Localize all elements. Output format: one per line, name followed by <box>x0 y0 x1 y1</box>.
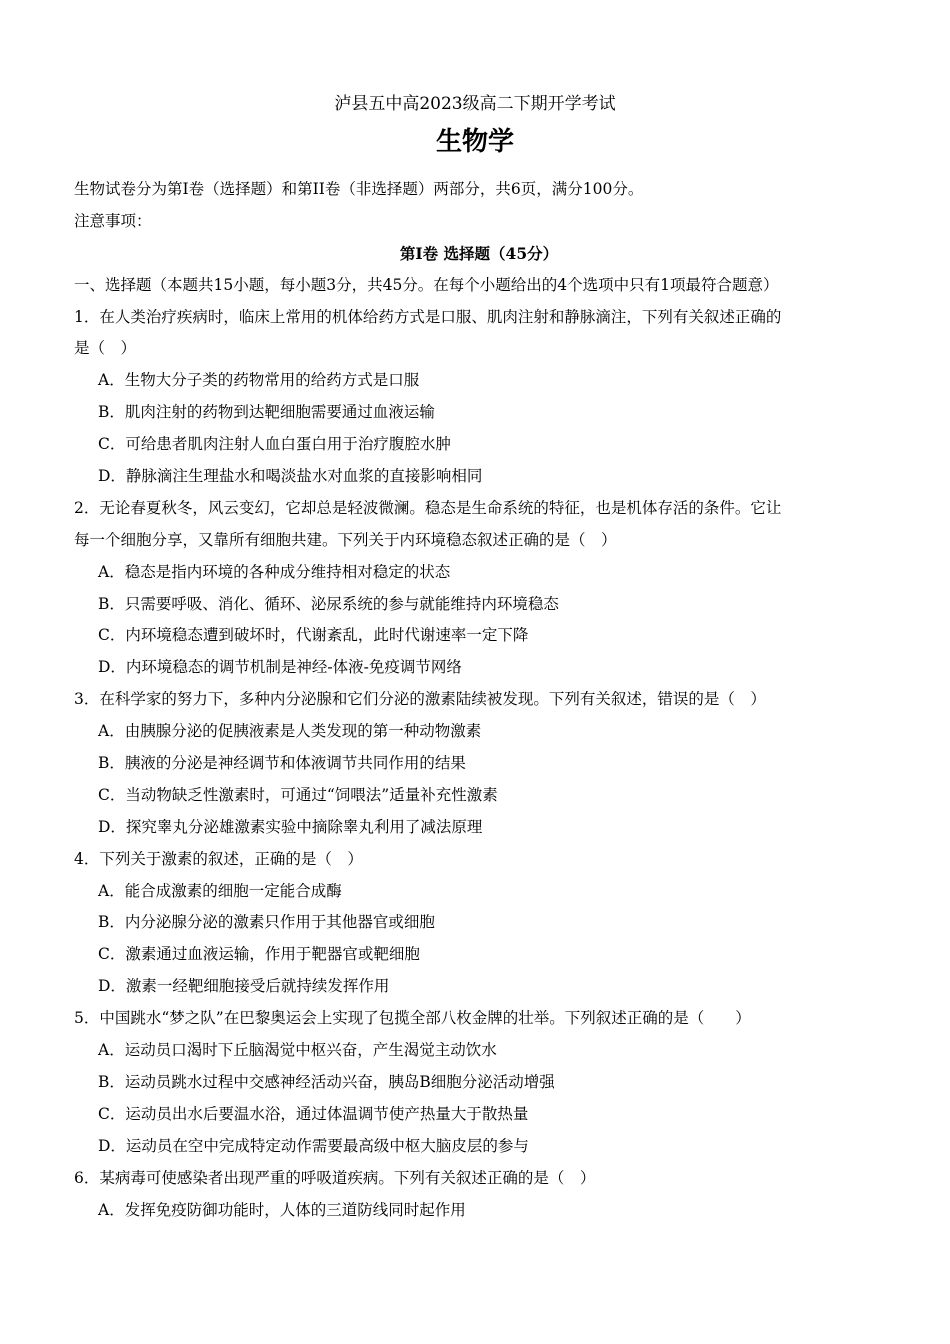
option-b: B．运动员跳水过程中交感神经活动兴奋，胰岛B细胞分泌活动增强 <box>98 1072 555 1091</box>
exam-description: 生物试卷分为第I卷（选择题）和第II卷（非选择题）两部分，共6页，满分100分。 <box>74 180 644 198</box>
section-instructions: 一、选择题（本题共15小题，每小题3分，共45分。在每个小题给出的4个选项中只有1项最符合题意） <box>74 275 779 294</box>
question-stem: 5．中国跳水“梦之队”在巴黎奥运会上实现了包揽全部八枚金牌的壮举。下列叙述正确的是（ ） <box>74 1009 751 1028</box>
option-a: A．能合成激素的细胞一定能合成酶 <box>98 881 342 900</box>
option-b: B．只需要呼吸、消化、循环、泌尿系统的参与就能维持内环境稳态 <box>98 594 559 613</box>
option-a: A．发挥免疫防御功能时，人体的三道防线同时起作用 <box>98 1200 466 1219</box>
option-c: C．内环境稳态遭到破坏时，代谢紊乱，此时代谢速率一定下降 <box>98 626 529 645</box>
question-4 <box>74 844 884 1003</box>
exam-body <box>74 174 884 1226</box>
option-b: B．胰液的分泌是神经调节和体液调节共同作用的结果 <box>98 754 466 773</box>
option-c: C．激素通过血液运输，作用于靶器官或靶细胞 <box>98 945 420 964</box>
option-c: C．可给患者肌肉注射人血白蛋白用于治疗腹腔水肿 <box>98 435 451 454</box>
option-d: D．激素一经靶细胞接受后就持续发挥作用 <box>98 977 390 996</box>
option-b: B．肌肉注射的药物到达靶细胞需要通过血液运输 <box>98 403 435 422</box>
option-d: D．探究睾丸分泌雄激素实验中摘除睾丸利用了减法原理 <box>98 817 483 836</box>
question-stem: 4．下列关于激素的叙述，正确的是（ ） <box>74 849 363 868</box>
option-d: D．内环境稳态的调节机制是神经-体液-免疫调节网络 <box>98 658 462 677</box>
notes-label: 注意事项： <box>74 211 152 230</box>
section-title: 第I卷 选择题（45分） <box>399 243 559 263</box>
question-stem: 3．在科学家的努力下，多种内分泌腺和它们分泌的激素陆续被发现。下列有关叙述，错误的是（ ） <box>74 690 766 709</box>
option-a: A．由胰腺分泌的促胰液素是人类发现的第一种动物激素 <box>98 722 482 741</box>
option-b: B．内分泌腺分泌的激素只作用于其他器官或细胞 <box>98 913 435 932</box>
exam-title: 泸县五中高2023级高二下期开学考试 <box>334 94 616 114</box>
question-stem-cont: 是（ ） <box>74 339 137 358</box>
option-c: C．当动物缺乏性激素时，可通过“饲喂法”适量补充性激素 <box>98 785 498 804</box>
question-5 <box>74 1003 884 1162</box>
question-2 <box>74 493 884 684</box>
question-stem-cont: 每一个细胞分享，又靠所有细胞共建。下列关于内环境稳态叙述正确的是（ ） <box>74 530 617 549</box>
option-a: A．稳态是指内环境的各种成分维持相对稳定的状态 <box>98 562 451 581</box>
question-6 <box>74 1163 884 1227</box>
option-a: A．运动员口渴时下丘脑渴觉中枢兴奋，产生渴觉主动饮水 <box>98 1041 497 1060</box>
question-stem: 6．某病毒可使感染者出现严重的呼吸道疾病。下列有关叙述正确的是（ ） <box>74 1168 596 1187</box>
question-1 <box>74 302 884 493</box>
question-stem: 1．在人类治疗疾病时，临床上常用的机体给药方式是口服、肌肉注射和静脉滴注，下列有关叙述正确的 <box>74 307 782 326</box>
option-a: A．生物大分子类的药物常用的给药方式是口服 <box>98 371 420 390</box>
question-3 <box>74 684 884 843</box>
subject-title: 生物学 <box>435 127 514 157</box>
option-c: C．运动员出水后要温水浴，通过体温调节使产热量大于散热量 <box>98 1104 529 1123</box>
option-d: D．运动员在空中完成特定动作需要最高级中枢大脑皮层的参与 <box>98 1136 529 1155</box>
option-d: D．静脉滴注生理盐水和喝淡盐水对血浆的直接影响相同 <box>98 467 483 486</box>
question-stem: 2．无论春夏秋冬，风云变幻，它却总是轻波微澜。稳态是生命系统的特征，也是机体存活的条件。它让 <box>74 498 782 517</box>
